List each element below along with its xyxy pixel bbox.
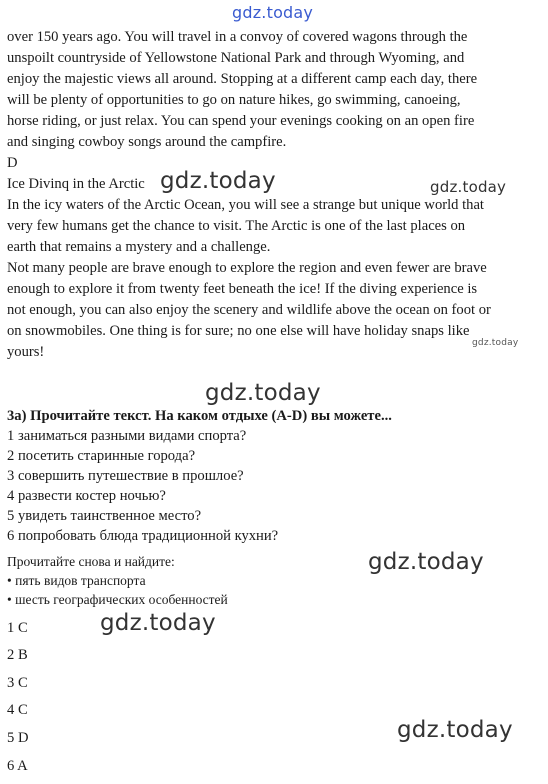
- answer-item: 5 D: [7, 730, 29, 746]
- watermark: gdz.today: [368, 549, 484, 575]
- answer-item: 1 C: [7, 620, 28, 636]
- question-item: 2 посетить старинные города?: [7, 448, 196, 464]
- section-line: Not many people are brave enough to explore the region and even fewer are brave: [7, 260, 487, 276]
- exercise-heading: 3а) Прочитайте текст. На каком отдыхе (A-D) вы можете...: [7, 408, 392, 424]
- question-item: 1 заниматься разными видами спорта?: [7, 428, 247, 444]
- section-line: enough to explore it from twenty feet beneath the ice! If the diving experience is: [7, 281, 478, 297]
- question-item: 4 развести костер ночью?: [7, 488, 166, 504]
- watermark: gdz.today: [430, 178, 507, 196]
- section-line: yours!: [7, 344, 45, 360]
- passage-line: will be plenty of opportunities to go on nature hikes, go swimming, canoeing,: [7, 92, 461, 108]
- watermark-top: gdz.today: [232, 3, 314, 22]
- passage-line: and singing cowboy songs around the campfire.: [7, 134, 287, 150]
- watermark: gdz.today: [160, 168, 276, 194]
- answer-item: 3 C: [7, 675, 28, 691]
- watermark: gdz.today: [397, 717, 513, 743]
- passage-line: unspoilt countryside of Yellowstone National Park and through Wyoming, and: [7, 50, 465, 66]
- passage-line: horse riding, or just relax. You can spend your evenings cooking on an open fire: [7, 113, 475, 129]
- section-letter: D: [7, 155, 18, 171]
- question-item: 6 попробовать блюда традиционной кухни?: [7, 528, 279, 544]
- watermark: gdz.today: [100, 610, 216, 636]
- section-line: In the icy waters of the Arctic Ocean, you will see a strange but unique world that: [7, 197, 484, 213]
- answer-item: 4 C: [7, 702, 28, 718]
- section-line: very few humans get the chance to visit. The Arctic is one of the last places on: [7, 218, 466, 234]
- find-item: • шесть географических особенностей: [7, 592, 228, 607]
- question-item: 3 совершить путешествие в прошлое?: [7, 468, 244, 484]
- find-item: • пять видов транспорта: [7, 573, 146, 588]
- watermark: gdz.today: [205, 380, 321, 406]
- watermark: gdz.today: [472, 338, 519, 348]
- section-title: Ice Divinq in the Arctic: [7, 176, 145, 192]
- passage-line: enjoy the majestic views all around. Stopping at a different camp each day, there: [7, 71, 478, 87]
- section-line: on snowmobiles. One thing is for sure; no one else will have holiday snaps like: [7, 323, 470, 339]
- section-line: not enough, you can also enjoy the scenery and wildlife above the ocean on foot or: [7, 302, 491, 318]
- section-line: earth that remains a mystery and a challenge.: [7, 239, 271, 255]
- question-item: 5 увидеть таинственное место?: [7, 508, 202, 524]
- answer-item: 2 B: [7, 647, 28, 663]
- answer-item: 6 A: [7, 758, 28, 774]
- passage-line: over 150 years ago. You will travel in a convoy of covered wagons through the: [7, 29, 468, 45]
- find-heading: Прочитайте снова и найдите:: [7, 554, 175, 569]
